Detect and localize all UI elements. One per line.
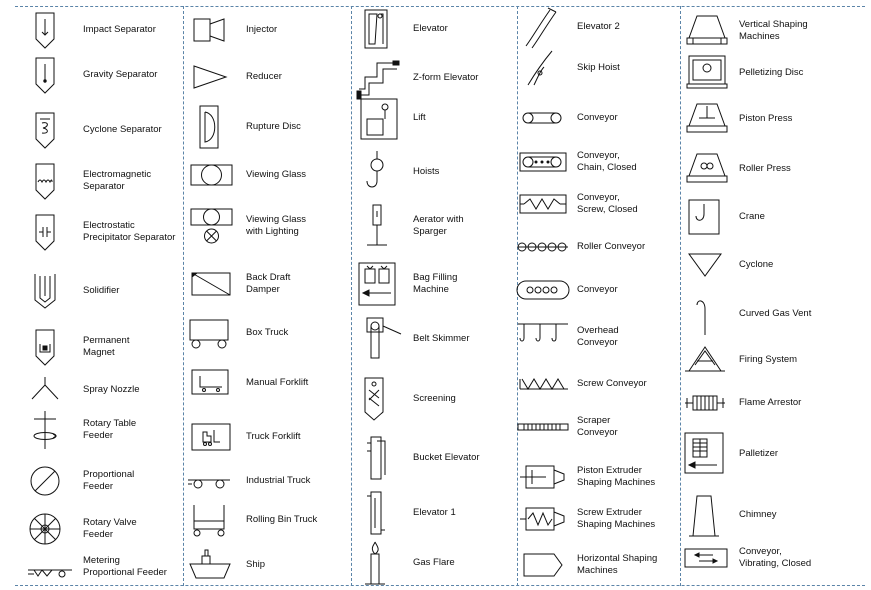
symbol-item	[26, 107, 186, 153]
electromagnetic-separator-symbol	[26, 158, 76, 204]
rolling-bin-truck-symbol	[188, 497, 238, 543]
symbol-item	[355, 149, 515, 195]
ship-symbol	[188, 542, 238, 588]
symbol-label: Electrostatic Precipitator Separator	[83, 220, 176, 243]
symbol-label: Box Truck	[246, 327, 289, 338]
symbol-item	[188, 104, 348, 150]
symbol-item	[518, 314, 678, 360]
symbol-item	[26, 158, 186, 204]
conveyor-screw-closed-symbol	[518, 181, 568, 227]
symbol-item	[683, 242, 865, 288]
flame-arrestor-symbol	[683, 380, 733, 426]
crane-symbol	[683, 194, 733, 240]
conveyor-vibrating-closed-symbol	[683, 535, 733, 581]
symbol-label: Crane	[739, 211, 765, 222]
symbol-label: Conveyor	[577, 284, 618, 295]
symbol-label: Impact Separator	[83, 24, 156, 35]
symbol-label: Screw Conveyor	[577, 378, 647, 389]
symbol-label: Viewing Glass with Lighting	[246, 214, 307, 237]
symbol-item	[188, 310, 348, 356]
symbol-label: Z-form Elevator	[413, 72, 479, 83]
symbol-item	[355, 490, 515, 536]
symbol-item	[683, 96, 865, 142]
roller-press-symbol	[683, 146, 733, 192]
symbol-item	[355, 261, 515, 307]
horizontal-shaping-symbol	[518, 542, 568, 588]
symbol-item	[26, 458, 186, 504]
rupture-disc-symbol	[188, 104, 238, 150]
symbol-label: Elevator 2	[577, 21, 620, 32]
conveyor-chain-closed-symbol	[518, 139, 568, 185]
truck-forklift-symbol	[188, 414, 238, 460]
lift-symbol	[355, 95, 405, 141]
curved-gas-vent-symbol	[683, 291, 733, 337]
symbol-item	[26, 324, 186, 370]
symbol-label: Metering Proportional Feeder	[83, 555, 167, 578]
symbol-label: Conveyor, Chain, Closed	[577, 150, 637, 173]
symbol-item	[188, 7, 348, 53]
solidifier-symbol	[26, 268, 76, 314]
symbol-item	[683, 194, 865, 240]
metering-proportional-feeder-symbol	[26, 544, 76, 590]
viewing-glass-symbol	[188, 152, 238, 198]
symbol-item	[188, 152, 348, 198]
symbol-label: Piston Extruder Shaping Machines	[577, 465, 656, 488]
viewing-glass-lighting-symbol	[188, 203, 238, 249]
symbol-label: Electromagnetic Separator	[83, 169, 152, 192]
symbol-label: Belt Skimmer	[413, 333, 470, 344]
symbol-label: Spray Nozzle	[83, 384, 140, 395]
vertical-shaping-symbol	[683, 8, 733, 54]
box-truck-symbol	[188, 310, 238, 356]
symbol-item	[26, 268, 186, 314]
symbol-label: Gas Flare	[413, 557, 455, 568]
symbol-label: Bucket Elevator	[413, 452, 480, 463]
conveyor-symbol	[518, 95, 568, 141]
impact-separator-symbol	[26, 7, 76, 53]
symbol-item	[518, 496, 678, 542]
symbol-label: Elevator 1	[413, 507, 456, 518]
bag-filling-machine-symbol	[355, 261, 405, 307]
gas-flare-symbol	[355, 540, 405, 586]
symbol-label: Horizontal Shaping Machines	[577, 553, 658, 576]
gravity-separator-symbol	[26, 52, 76, 98]
symbol-label: Permanent Magnet	[83, 335, 130, 358]
symbol-label: Pelletizing Disc	[739, 67, 804, 78]
scraper-conveyor-symbol	[518, 404, 568, 450]
symbol-label: Lift	[413, 112, 426, 123]
symbol-label: Skip Hoist	[577, 62, 620, 73]
symbol-label: Manual Forklift	[246, 377, 309, 388]
symbol-item	[26, 7, 186, 53]
symbol-label: Flame Arrestor	[739, 397, 802, 408]
belt-skimmer-symbol	[355, 316, 405, 362]
symbol-item	[518, 224, 678, 270]
symbol-item	[518, 404, 678, 450]
symbol-item	[26, 544, 186, 590]
symbol-label: Conveyor	[577, 112, 618, 123]
symbol-item	[355, 435, 515, 481]
overhead-conveyor-symbol	[518, 314, 568, 360]
symbol-item	[26, 209, 186, 255]
symbol-label: Rotary Valve Feeder	[83, 517, 137, 540]
symbol-label: Overhead Conveyor	[577, 325, 619, 348]
elevator-symbol	[355, 6, 405, 52]
symbol-label: Conveyor, Screw, Closed	[577, 192, 638, 215]
screw-extruder-symbol	[518, 496, 568, 542]
symbol-label: Elevator	[413, 23, 448, 34]
symbol-item	[518, 542, 678, 588]
symbol-label: Roller Conveyor	[577, 241, 646, 252]
symbol-item	[26, 407, 186, 453]
symbol-label: Piston Press	[739, 113, 793, 124]
aerator-sparger-symbol	[355, 203, 405, 249]
symbol-label: Rupture Disc	[246, 121, 301, 132]
symbol-item	[683, 431, 865, 477]
symbol-item	[683, 146, 865, 192]
symbol-label: Proportional Feeder	[83, 469, 135, 492]
elevator-2-symbol	[518, 4, 568, 50]
column-divider	[680, 6, 681, 586]
symbol-item	[188, 542, 348, 588]
symbol-label: Bag Filling Machine	[413, 272, 458, 295]
symbol-label: Cyclone	[739, 259, 774, 270]
manual-forklift-symbol	[188, 360, 238, 406]
chimney-symbol	[683, 492, 733, 538]
symbol-item	[683, 291, 865, 337]
symbol-label: Palletizer	[739, 448, 779, 459]
symbol-item	[188, 497, 348, 543]
screw-conveyor-symbol	[518, 361, 568, 407]
symbol-item	[518, 139, 678, 185]
symbol-item	[188, 360, 348, 406]
column-divider	[351, 6, 352, 586]
symbol-item	[518, 4, 678, 50]
symbol-item	[683, 8, 865, 54]
firing-system-symbol	[683, 337, 733, 383]
symbol-item	[683, 535, 865, 581]
palletizer-symbol	[683, 431, 733, 477]
rotary-table-feeder-symbol	[26, 407, 76, 453]
symbol-label: Reducer	[246, 71, 282, 82]
symbol-label: Solidifier	[83, 285, 120, 296]
symbol-item	[188, 203, 348, 249]
symbol-item	[683, 337, 865, 383]
screening-symbol	[355, 376, 405, 422]
symbol-item	[683, 492, 865, 538]
skip-hoist-symbol	[518, 45, 568, 91]
symbol-label: Rolling Bin Truck	[246, 514, 318, 525]
symbol-item	[188, 261, 348, 307]
symbol-item	[518, 267, 678, 313]
back-draft-damper-symbol	[188, 261, 238, 307]
symbol-item	[518, 454, 678, 500]
symbol-item	[518, 95, 678, 141]
reducer-symbol	[188, 54, 238, 100]
electrostatic-precipitator-symbol	[26, 209, 76, 255]
symbol-item	[683, 50, 865, 96]
symbol-label: Screw Extruder Shaping Machines	[577, 507, 656, 530]
symbol-label: Chimney	[739, 509, 777, 520]
symbol-label: Back Draft Damper	[246, 272, 291, 295]
symbol-label: Screening	[413, 393, 456, 404]
permanent-magnet-symbol	[26, 324, 76, 370]
symbol-item	[355, 203, 515, 249]
symbol-label: Industrial Truck	[246, 475, 311, 486]
proportional-feeder-symbol	[26, 458, 76, 504]
symbol-item	[518, 45, 678, 91]
bucket-elevator-symbol	[355, 435, 405, 481]
symbol-item	[683, 380, 865, 426]
symbol-label: Roller Press	[739, 163, 791, 174]
symbol-label: Hoists	[413, 166, 440, 177]
symbol-item	[355, 95, 515, 141]
symbol-label: Cyclone Separator	[83, 124, 162, 135]
symbol-item	[518, 361, 678, 407]
piston-extruder-symbol	[518, 454, 568, 500]
cyclone-symbol	[683, 242, 733, 288]
symbol-item	[188, 414, 348, 460]
pelletizing-disc-symbol	[683, 50, 733, 96]
hoists-symbol	[355, 149, 405, 195]
injector-symbol	[188, 7, 238, 53]
conveyor-rollers-symbol	[518, 267, 568, 313]
roller-conveyor-symbol	[518, 224, 568, 270]
symbol-label: Truck Forklift	[246, 431, 301, 442]
symbol-label: Conveyor, Vibrating, Closed	[739, 546, 812, 569]
symbol-item	[26, 52, 186, 98]
symbol-label: Viewing Glass	[246, 169, 307, 180]
symbol-label: Ship	[246, 559, 266, 570]
symbol-label: Curved Gas Vent	[739, 308, 812, 319]
symbol-label: Gravity Separator	[83, 69, 158, 80]
piston-press-symbol	[683, 96, 733, 142]
elevator-1-symbol	[355, 490, 405, 536]
symbol-item	[188, 54, 348, 100]
symbol-item	[355, 540, 515, 586]
symbol-label: Aerator with Sparger	[413, 214, 464, 237]
symbol-label: Injector	[246, 24, 278, 35]
symbol-label: Rotary Table Feeder	[83, 418, 137, 441]
symbol-item	[355, 376, 515, 422]
symbol-item	[355, 316, 515, 362]
cyclone-separator-symbol	[26, 107, 76, 153]
symbol-label: Vertical Shaping Machines	[739, 19, 808, 42]
symbol-label: Firing System	[739, 354, 798, 365]
symbol-item	[355, 6, 515, 52]
symbol-item	[518, 181, 678, 227]
symbol-label: Scraper Conveyor	[577, 415, 618, 438]
